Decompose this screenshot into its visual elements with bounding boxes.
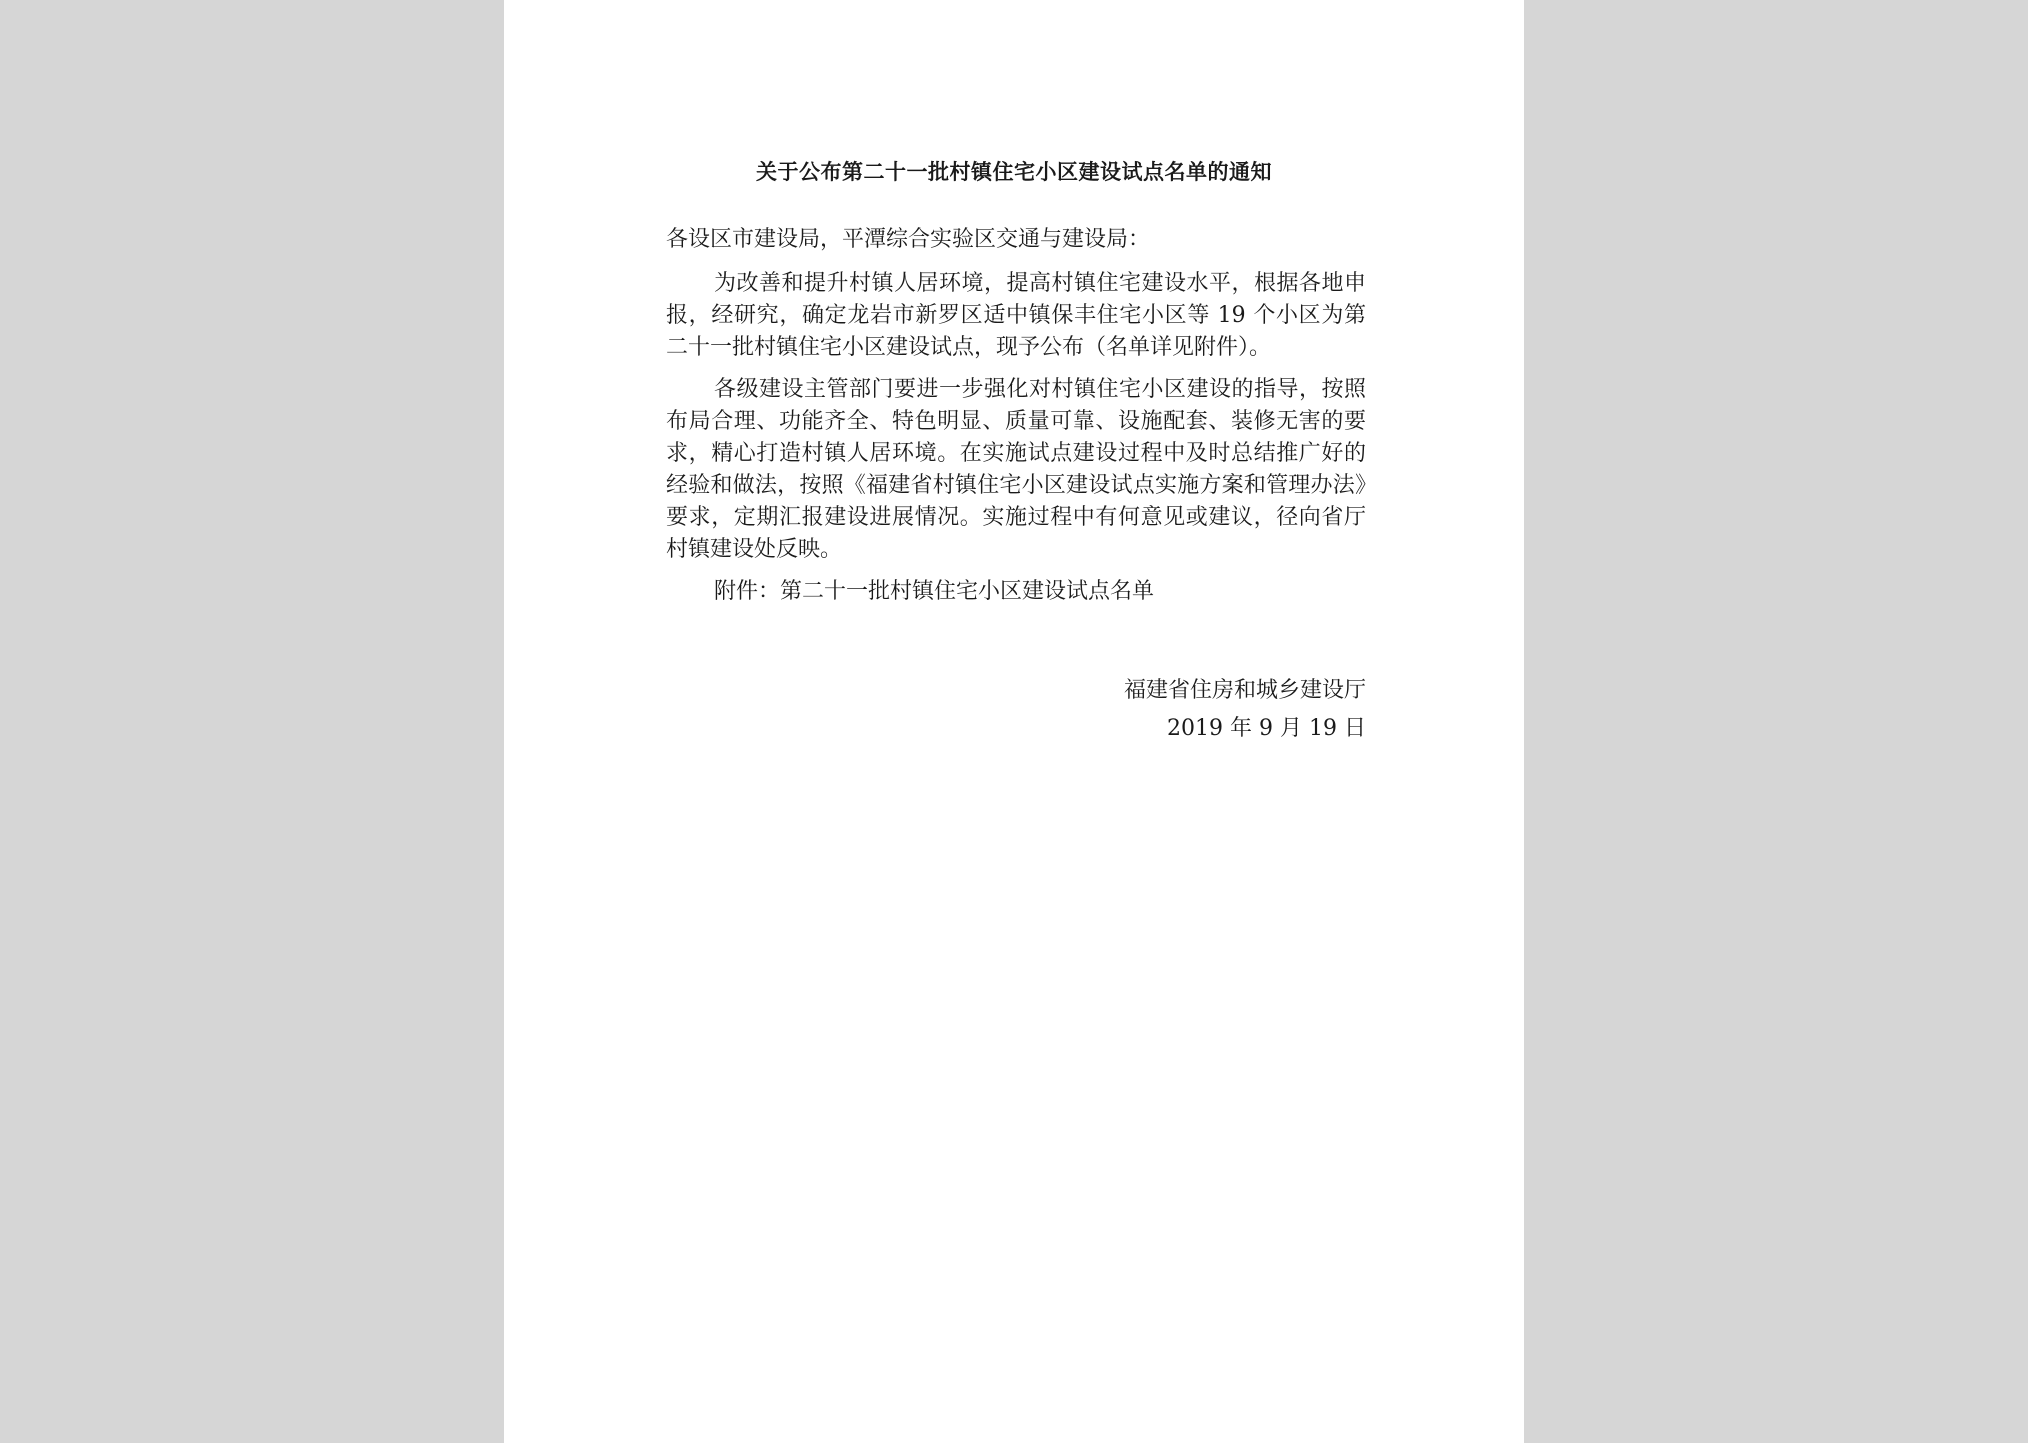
issue-date: 2019 年 9 月 19 日: [1167, 716, 1366, 741]
issuer-name: 福建省住房和城乡建设厅: [1123, 678, 1366, 703]
document-page: [504, 0, 1524, 1443]
document-body: [666, 224, 1366, 608]
attachment-note: 附件：第二十一批村镇住宅小区建设试点名单: [714, 579, 1155, 604]
paragraph-2: 各级建设主管部门要进一步强化对村镇住宅小区建设的指导，按照布局合理、功能齐全、特色明显、质量可靠、设施配套、装修无害的要求，精心打造村镇人居环境。在实施试点建设过程中及时总结推广好的经验和做法，按照《福建省村镇住宅小区建设试点实施方案和管理办法》要求，定期汇报建设进展情况。实施过程中有何意见或建议，径向省厅村镇建设处反映。: [666, 377, 1366, 562]
salutation: 各设区市建设局，平潭综合实验区交通与建设局：: [666, 227, 1151, 252]
signature-block: [1124, 672, 1366, 748]
paragraph-1: 为改善和提升村镇人居环境，提高村镇住宅建设水平，根据各地申报，经研究，确定龙岩市新罗区适中镇保丰住宅小区等 19 个小区为第二十一批村镇住宅小区建设试点，现予公布（名单详见附件）。: [666, 271, 1366, 360]
document-title: 关于公布第二十一批村镇住宅小区建设试点名单的通知: [756, 159, 1272, 184]
